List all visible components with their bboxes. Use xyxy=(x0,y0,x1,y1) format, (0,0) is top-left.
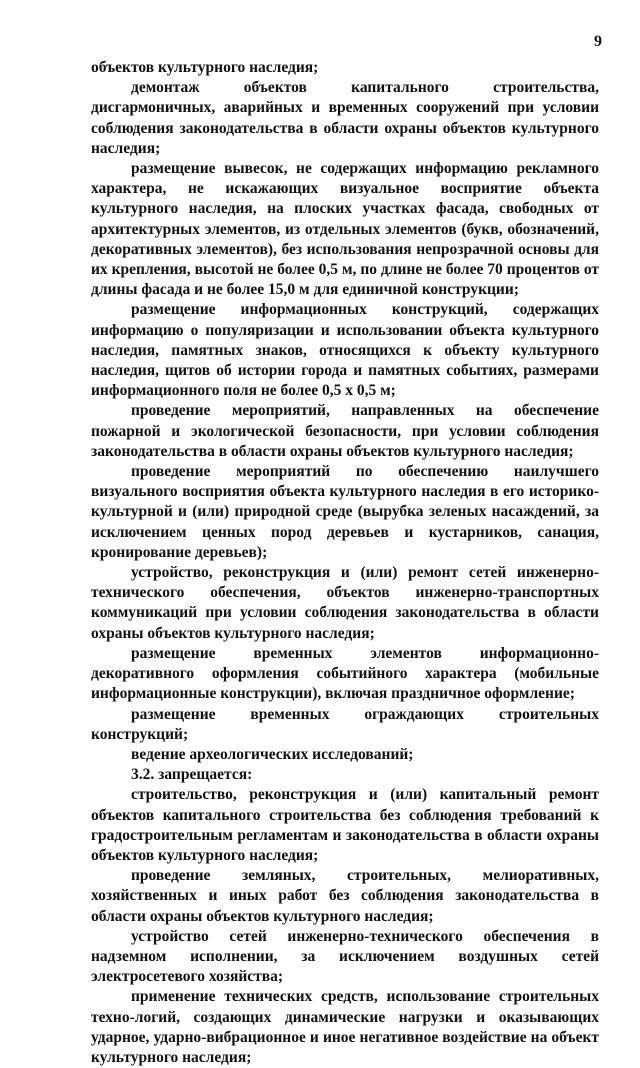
paragraph-engineering-networks: устройство, реконструкция и (или) ремонт сетей инженерно-технического обеспечения, объектов инженерно-транспортных коммуникаций при условии соблюдения законодательства в области охраны объектов культурного наследия; xyxy=(91,564,599,642)
paragraph-dynamic-loads-prohibited: применение технических средств, использование строительных техно-логий, создающих динамические нагрузки и оказывающих ударное, ударно-вибрационное и иное негативное воздействие на объект культурного наследия; xyxy=(91,988,599,1066)
paragraph-fire-ecology-safety: проведение мероприятий, направленных на обеспечение пожарной и экологической безопасности, при условии соблюдения законодательства в области охраны объектов культурного наследия; xyxy=(91,402,599,460)
paragraph-demolition: демонтаж объектов капитального строительства, дисгармоничных, аварийных и временных сооружений при условии соблюдения законодательства в области охраны объектов культурного наследия; xyxy=(91,79,599,157)
paragraph-visual-perception: проведение мероприятий по обеспечению наилучшего визуального восприятия объекта культурного наследия в его историко-культурной и (или) природной среде (вырубка зеленых насаждений, за исключением ценных пород деревьев и кустарников, санация, кронирование деревьев); xyxy=(91,463,599,561)
paragraph-earthworks-prohibited: проведение земляных, строительных, мелиоративных, хозяйственных и иных работ без соблюдения законодательства в области охраны объектов культурного наследия; xyxy=(91,867,599,925)
paragraph-continuation: объектов культурного наследия; xyxy=(91,59,319,76)
paragraph-signage: размещение вывесок, не содержащих информацию рекламного характера, не искажающих визуальное восприятие объекта культурного наследия, на плоских участках фасада, свободных от архитектурных элементов, из отдельных элементов (букв, обозначений, декоративных элементов), без использования непрозрачной основы для их крепления, высотой не более 0,5 м, по длине не более 70 процентов от длины фасада и не более 15,0 м для единичной конструкции; xyxy=(91,160,599,299)
page-number: 9 xyxy=(594,33,602,50)
paragraph-construction-prohibited: строительство, реконструкция и (или) капитальный ремонт объектов капитального строительства без соблюдения требований к градостроительным регламентам и законодательства в области охраны объектов культурного наследия; xyxy=(91,786,599,864)
paragraph-archaeology: ведение археологических исследований; xyxy=(131,745,414,763)
document-body xyxy=(91,58,599,1068)
paragraph-temporary-fencing: размещение временных ограждающих строительных конструкций; xyxy=(91,705,599,743)
section-heading-prohibited: 3.2. запрещается: xyxy=(131,766,253,784)
paragraph-temporary-decorations: размещение временных элементов информационно-декоративного оформления событийного характера (мобильные информационные конструкции), включая праздничное оформление; xyxy=(91,644,599,703)
paragraph-overhead-networks-prohibited: устройство сетей инженерно-технического обеспечения в надземном исполнении, за исключением воздушных сетей электросетевого хозяйства; xyxy=(91,927,599,986)
paragraph-information-structures: размещение информационных конструкций, содержащих информацию о популяризации и использовании объекта культурного наследия, памятных знаков, относящихся к объекту культурного наследия, щитов об истории города и памятных событиях, размерами информационного поля не более 0,5 х 0,5 м; xyxy=(91,301,599,400)
